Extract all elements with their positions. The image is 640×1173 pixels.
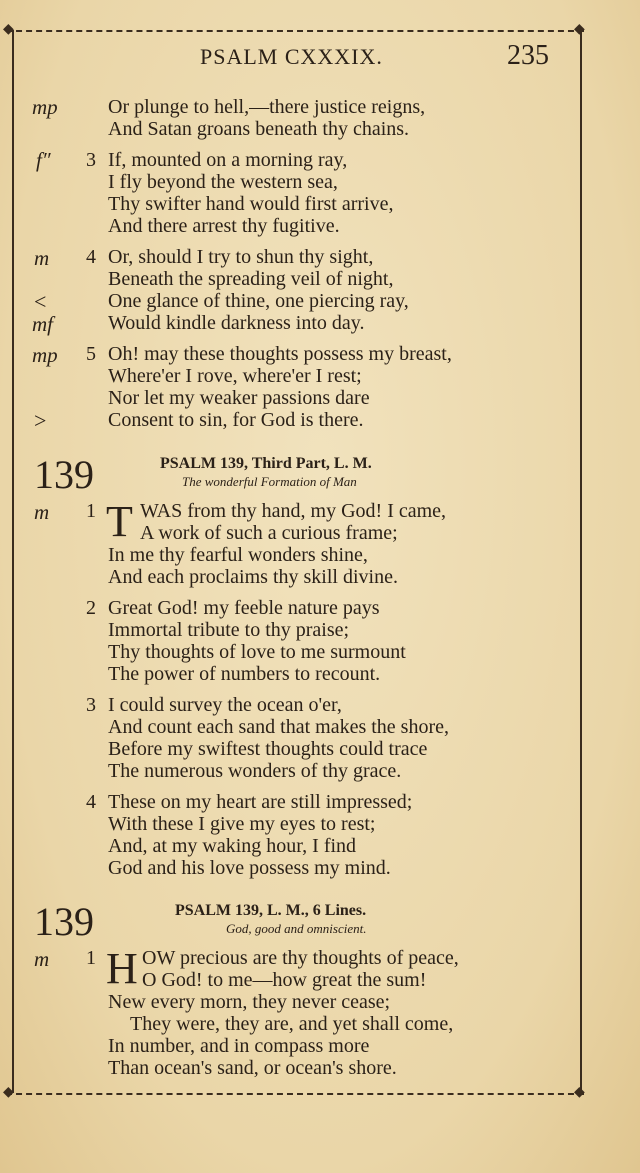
dynamic-marking: mf [32,312,53,336]
dynamic-marking: f″ [36,148,51,172]
diminuendo-marking: > [34,408,47,433]
verse-line: Oh! may these thoughts possess my breast, [108,343,452,365]
top-border-rule [6,30,584,32]
verse-line: Immortal tribute to thy praise; [108,619,350,641]
verse-line: Thy swifter hand would first arrive, [108,193,394,215]
verse-line: Or, should I try to shun thy sight, [108,246,374,268]
verse-line: Nor let my weaker passions dare [108,387,370,409]
hymn-subtitle: The wonderful Formation of Man [182,474,357,489]
corner-ornament-bottom-left: ◆ [3,1085,14,1100]
bottom-border-rule [6,1093,584,1095]
verse-number: 3 [86,149,96,171]
verse-line: Before my swiftest thoughts could trace [108,738,428,760]
hymn-title: PSALM 139, L. M., 6 Lines. [175,902,367,919]
verse-number: 3 [86,694,96,716]
dynamic-marking: m [34,947,50,971]
verse-line: Than ocean's sand, or ocean's shore. [108,1057,397,1079]
verse-line: OW precious are thy thoughts of peace, [142,947,459,969]
hymn-number: 139 [34,899,94,944]
running-header-title: PSALM CXXXIX. [200,44,383,69]
verse-number: 1 [86,947,96,969]
verse-line: With these I give my eyes to rest; [108,813,376,835]
hymn-title: PSALM 139, Third Part, L. M. [160,455,372,472]
right-border-rule [580,30,582,1093]
crescendo-marking: < [34,289,47,314]
verse-line: The numerous wonders of thy grace. [108,760,402,782]
verse-line: These on my heart are still impressed; [108,791,413,813]
verse-number: 5 [86,343,96,365]
hymn-number: 139 [34,452,94,497]
verse-line: Great God! my feeble nature pays [108,597,380,619]
verse-line: And count each sand that makes the shore, [108,716,450,738]
verse-line: God and his love possess my mind. [108,857,391,879]
drop-cap: H [106,944,138,993]
dynamic-marking: mp [32,95,58,119]
hymn-subtitle: God, good and omniscient. [226,921,367,936]
verse-number: 4 [86,246,96,268]
verse-line: New every morn, they never cease; [108,991,391,1013]
drop-cap: T [106,497,133,546]
verse-line: And each proclaims thy skill divine. [108,566,398,588]
verse-line: If, mounted on a morning ray, [108,149,348,171]
verse-line: In me thy fearful wonders shine, [108,544,368,566]
page-number: 235 [507,40,549,71]
verse-line: O God! to me—how great the sum! [142,969,427,991]
verse-line: Or plunge to hell,—there justice reigns, [108,96,426,118]
verse-number: 1 [86,500,96,522]
dynamic-marking: m [34,500,50,524]
verse-line: I fly beyond the western sea, [108,171,338,193]
verse-line: Beneath the spreading veil of night, [108,268,394,290]
corner-ornament-top-left: ◆ [3,22,14,37]
verse-line: WAS from thy hand, my God! I came, [140,500,447,522]
verse-line: A work of such a curious frame; [140,522,398,544]
dynamic-marking: m [34,246,50,270]
verse-line: And, at my waking hour, I find [108,835,357,857]
verse-line: I could survey the ocean o'er, [108,694,342,716]
verse-line: And there arrest thy fugitive. [108,215,340,237]
verse-line: Consent to sin, for God is there. [108,409,364,431]
verse-line: And Satan groans beneath thy chains. [108,118,410,140]
verse-number: 4 [86,791,96,813]
verse-line: Where'er I rove, where'er I rest; [108,365,362,387]
corner-ornament-top-right: ◆ [574,22,585,37]
dynamic-marking: mp [32,343,58,367]
verse-line: The power of numbers to recount. [108,663,381,685]
verse-line: In number, and in compass more [108,1035,370,1057]
verse-line: Would kindle darkness into day. [108,312,365,334]
verse-line: They were, they are, and yet shall come, [130,1013,454,1035]
left-border-rule [12,30,14,1093]
verse-line: One glance of thine, one piercing ray, [108,290,409,312]
corner-ornament-bottom-right: ◆ [574,1085,585,1100]
verse-line: Thy thoughts of love to me surmount [108,641,406,663]
verse-number: 2 [86,597,96,619]
